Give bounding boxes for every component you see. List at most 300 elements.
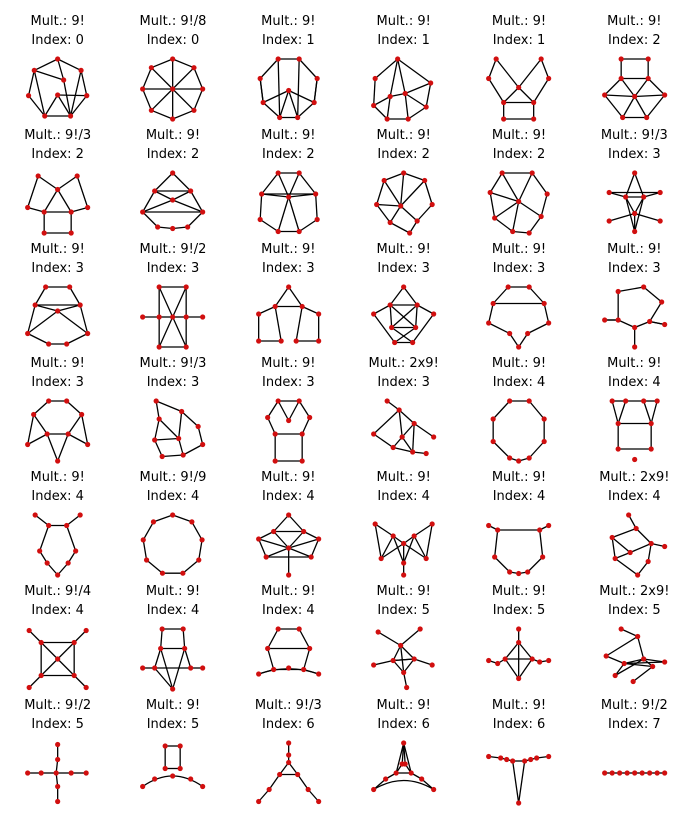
graph-edge [194,89,203,110]
graph-node [160,626,165,631]
graph-edge [513,761,519,803]
graph-edge [185,649,191,669]
graph-edge [634,197,643,214]
graph-node [256,671,261,676]
graph-node [170,512,175,517]
index-label: Index: 4 [262,489,315,504]
graph-edge [417,205,432,222]
graph-node [615,289,620,294]
graph-node [486,754,491,759]
graph-node [391,445,396,450]
graph-node [46,341,51,346]
index-label: Index: 3 [146,261,200,276]
graph-edge [378,632,401,646]
graph-node [286,284,291,289]
graph-panel [461,12,576,122]
graph-edge [414,524,432,536]
graph-drawing [346,52,461,126]
graph-edge [529,442,544,459]
graph-node [383,776,388,781]
graph-edge [377,181,385,205]
graph-drawing [231,508,346,582]
graph-node [540,554,545,559]
graph-edge [299,59,317,79]
graph-node [657,190,662,195]
graph-edge [198,427,203,445]
graph-node [546,320,551,325]
graph-drawing [461,280,576,354]
graph-node [546,658,551,663]
graph-panel [346,468,461,578]
graph-edge [374,434,394,448]
graph-edge [315,194,317,220]
graph-node [301,667,306,672]
graph-node [627,550,632,555]
graph-node [641,284,646,289]
graph-edge [374,106,388,120]
graph-node [401,541,406,546]
graph-edge [425,181,433,205]
graph-node [527,455,532,460]
graph-node [654,398,659,403]
graph-edge [68,434,88,445]
graph-panel [461,468,576,578]
graph-edge [392,305,418,328]
graph-node [301,529,306,534]
graph-node [316,338,321,343]
graph-node [431,434,436,439]
multiplicity-label: Mult.: 9! [376,584,431,599]
graph-node [491,439,496,444]
graph-edge [615,559,638,576]
graph-node [602,770,607,775]
graph-node [491,301,496,306]
graph-node [170,170,175,175]
graph-edge [34,59,57,70]
graph-node [525,569,530,574]
graph-node [275,56,280,61]
graph-node [430,662,435,667]
graph-edge [82,415,88,445]
index-label: Index: 2 [377,147,430,162]
graph-node [61,77,66,82]
graph-edge [493,442,510,459]
graph-edge [612,401,618,424]
multiplicity-label: Mult.: 9! [376,128,431,143]
graph-edge [374,79,376,106]
graph-node [266,787,271,792]
graph-node [491,416,496,421]
graph-node [606,190,611,195]
graph-edge [29,70,35,95]
graph-edge [606,656,624,664]
graph-node [507,569,512,574]
graph-node [537,659,542,664]
graph-node [55,458,60,463]
graph-node [286,545,291,550]
index-label: Index: 2 [608,33,661,48]
graph-edge [377,205,391,223]
graph-edge [143,200,173,212]
index-label: Index: 3 [608,147,661,162]
graph-node [494,56,499,61]
index-label: Index: 3 [377,261,430,276]
graph-node [157,416,162,421]
graph-edge [630,544,651,553]
graph-node [382,178,387,183]
graph-node [184,284,189,289]
graph-edge [28,415,34,445]
graph-edge [173,59,194,68]
graph-node [624,770,629,775]
graph-node [170,86,175,91]
graph-edge [288,548,311,557]
index-label: Index: 3 [31,261,84,276]
graph-drawing [461,52,576,126]
graph-node [192,65,197,70]
graph-node [85,442,90,447]
graph-edge [303,649,309,670]
graph-edge [390,223,410,234]
graph-node [527,230,532,235]
graph-node [182,646,187,651]
index-label: Index: 4 [608,375,661,390]
graph-node [412,533,417,538]
multiplicity-label: Mult.: 2x9! [368,356,439,371]
graph-edge [194,68,203,89]
graph-edge [390,305,392,328]
index-label: Index: 4 [492,489,546,504]
graph-node [271,667,276,672]
graph-node [307,646,312,651]
graph-node [531,116,536,121]
graph-node [257,76,262,81]
graph-node [144,557,149,562]
graph-panel [115,582,230,692]
graph-edge [192,522,202,540]
graph-edge [173,173,191,191]
graph-edge [28,176,39,208]
graph-edge [314,79,317,103]
graph-drawing [577,52,692,126]
graph-node [307,415,312,420]
graph-node [516,458,521,463]
graph-edge [297,775,308,790]
graph-node [546,754,551,759]
graph-edge [416,305,418,328]
graph-node [69,230,74,235]
graph-drawing [577,394,692,468]
graph-node [64,341,69,346]
graph-drawing [231,280,346,354]
graph-edge [634,173,643,197]
graph-node [55,656,60,661]
graph-node [184,314,189,319]
graph-node [602,317,607,322]
graph-node [314,217,319,222]
graph-edge [519,59,542,88]
graph-node [648,421,653,426]
graph-node [299,458,304,463]
graph-edge [155,191,173,200]
graph-edge [278,59,280,118]
graph-node [314,76,319,81]
graph-panel [577,582,692,692]
graph-edge [299,401,310,418]
graph-node [260,100,265,105]
graph-edge [34,415,48,435]
graph-edge [156,401,159,419]
graph-node [618,626,623,631]
graph-edge [374,305,391,314]
graph-node [542,439,547,444]
graph-node [516,626,521,631]
graph-node [486,523,491,528]
graph-node [311,100,316,105]
graph-node [196,557,201,562]
graph-node [55,187,60,192]
graph-node [371,311,376,316]
graph-node [409,770,414,775]
graph-panel [231,126,346,236]
graph-node [157,344,162,349]
graph-edge [152,110,173,119]
graph-edge [269,775,280,790]
graph-node [430,521,435,526]
graph-node [403,91,408,96]
graph-edge [58,434,68,461]
graph-edge [299,629,310,649]
graph-edge [489,304,494,324]
graph-node [662,92,667,97]
graph-drawing [461,508,576,582]
index-label: Index: 3 [492,261,546,276]
graph-node [623,194,628,199]
graph-drawing [346,736,461,810]
graph-edge [612,538,630,553]
graph-edge [625,173,634,197]
multiplicity-label: Mult.: 9! [261,14,316,29]
graph-panel [346,582,461,692]
graph-edge [490,173,502,193]
graph-node [407,230,412,235]
graph-edge [390,206,401,223]
graph-node [286,194,291,199]
graph-node [152,437,157,442]
index-label: Index: 3 [262,375,315,390]
graph-edge [495,218,513,232]
graph-node [654,770,659,775]
graph-node [647,770,652,775]
graph-node [615,446,620,451]
graph-node [542,416,547,421]
graph-edge [260,79,263,103]
graph-edge [490,193,495,219]
graph-edge [173,649,185,690]
graph-drawing [0,736,115,810]
graph-edge [401,629,421,646]
graph-node [25,770,30,775]
graph-node [25,205,30,210]
graph-edge [649,302,661,322]
multiplicity-label: Mult.: 9! [491,584,547,599]
graph-node [516,800,521,805]
graph-node [286,752,291,757]
graph-node [286,760,291,765]
graph-node [662,659,667,664]
graph-node [151,519,156,524]
graph-edge [58,176,77,190]
graph-node [609,770,614,775]
graph-edge [426,83,431,107]
graph-drawing [346,394,461,468]
graph-node [620,115,625,120]
graph-node [419,776,424,781]
graph-edge [267,401,278,418]
graph-panel [0,240,115,350]
graph-panel [0,468,115,578]
graph-edge [519,173,533,202]
graph-node [140,314,145,319]
graph-drawing [231,166,346,240]
graph-edge [637,637,643,660]
graph-drawing [461,622,576,696]
graph-node [275,229,280,234]
graph-edge [519,88,534,103]
graph-panel [0,12,115,122]
graph-edge [154,515,173,522]
graph-node [55,56,60,61]
graph-edge [288,515,303,532]
graph-node [46,398,51,403]
multiplicity-label: Mult.: 9! [261,470,316,485]
graph-edge [173,110,194,119]
graph-edge [541,59,549,79]
graph-node [45,560,50,565]
graph-edge [302,418,310,435]
graph-node [188,776,193,781]
graph-node [424,104,429,109]
graph-node [401,170,406,175]
index-label: Index: 4 [492,375,546,390]
graph-edge [375,524,393,536]
index-label: Index: 4 [31,489,84,504]
index-label: Index: 3 [31,375,84,390]
graph-panel [577,354,692,464]
graph-edge [299,220,317,232]
graph-node [149,108,154,113]
graph-node [79,412,84,417]
graph-panel [461,240,576,350]
graph-panel [461,582,576,692]
graph-edge [35,287,46,305]
graph-drawing [115,280,230,354]
graph-node [612,673,617,678]
graph-edge [624,664,653,667]
graph-node [85,205,90,210]
graph-edge [260,59,278,79]
graph-node [275,398,280,403]
graph-node [272,304,277,309]
graph-node [313,191,318,196]
graph-edge [529,401,544,419]
graph-node [639,770,644,775]
index-label: Index: 5 [377,603,430,618]
graph-panel [461,126,576,236]
index-label: Index: 1 [492,33,546,48]
index-label: Index: 3 [377,375,430,390]
multiplicity-label: Mult.: 9! [261,356,316,371]
graph-node [84,628,89,633]
graph-node [181,626,186,631]
graph-node [42,230,47,235]
graph-node [256,311,261,316]
graph-edge [408,107,426,119]
graph-node [415,302,420,307]
multiplicity-label: Mult.: 9!/8 [139,14,207,29]
graph-node [196,424,201,429]
graph-edge [618,287,644,292]
graph-node [492,215,497,220]
graph-node [602,92,607,97]
graph-edge [621,629,638,637]
graph-node [379,556,384,561]
graph-node [385,116,390,121]
graph-edge [155,440,163,457]
graph-edge [417,305,434,314]
graph-node [154,398,159,403]
index-label: Index: 0 [31,33,84,48]
graph-node [516,344,521,349]
graph-edge [643,401,651,424]
graph-node [42,113,47,118]
graph-edge [648,79,665,96]
graph-node [72,673,77,678]
graph-drawing [115,622,230,696]
graph-node [26,93,31,98]
multiplicity-label: Mult.: 9!/3 [139,356,207,371]
graph-drawing [461,394,576,468]
graph-edge [404,287,418,305]
graph-edge [618,401,626,424]
graph-node [507,398,512,403]
graph-drawing [115,52,230,126]
graph-edge [278,401,289,421]
graph-node [431,787,436,792]
graph-node [64,523,69,528]
graph-node [394,770,399,775]
graph-drawing [0,52,115,126]
multiplicity-label: Mult.: 2x9! [599,470,670,485]
graph-edge [402,424,414,438]
graph-drawing [0,280,115,354]
graph-edge [258,539,266,557]
multiplicity-label: Mult.: 9!/3 [24,128,92,143]
multiplicity-label: Mult.: 9!/3 [254,698,322,713]
graph-node [67,284,72,289]
graph-edge [393,659,414,661]
graph-edge [173,515,192,522]
graph-edge [374,97,391,106]
graph-edge [519,643,533,660]
graph-edge [401,206,418,221]
multiplicity-label: Mult.: 9! [491,356,547,371]
graph-node [388,94,393,99]
graph-edge [173,89,194,110]
graph-edge [58,95,87,96]
graph-edge [28,434,48,445]
index-label: Index: 5 [608,603,661,618]
